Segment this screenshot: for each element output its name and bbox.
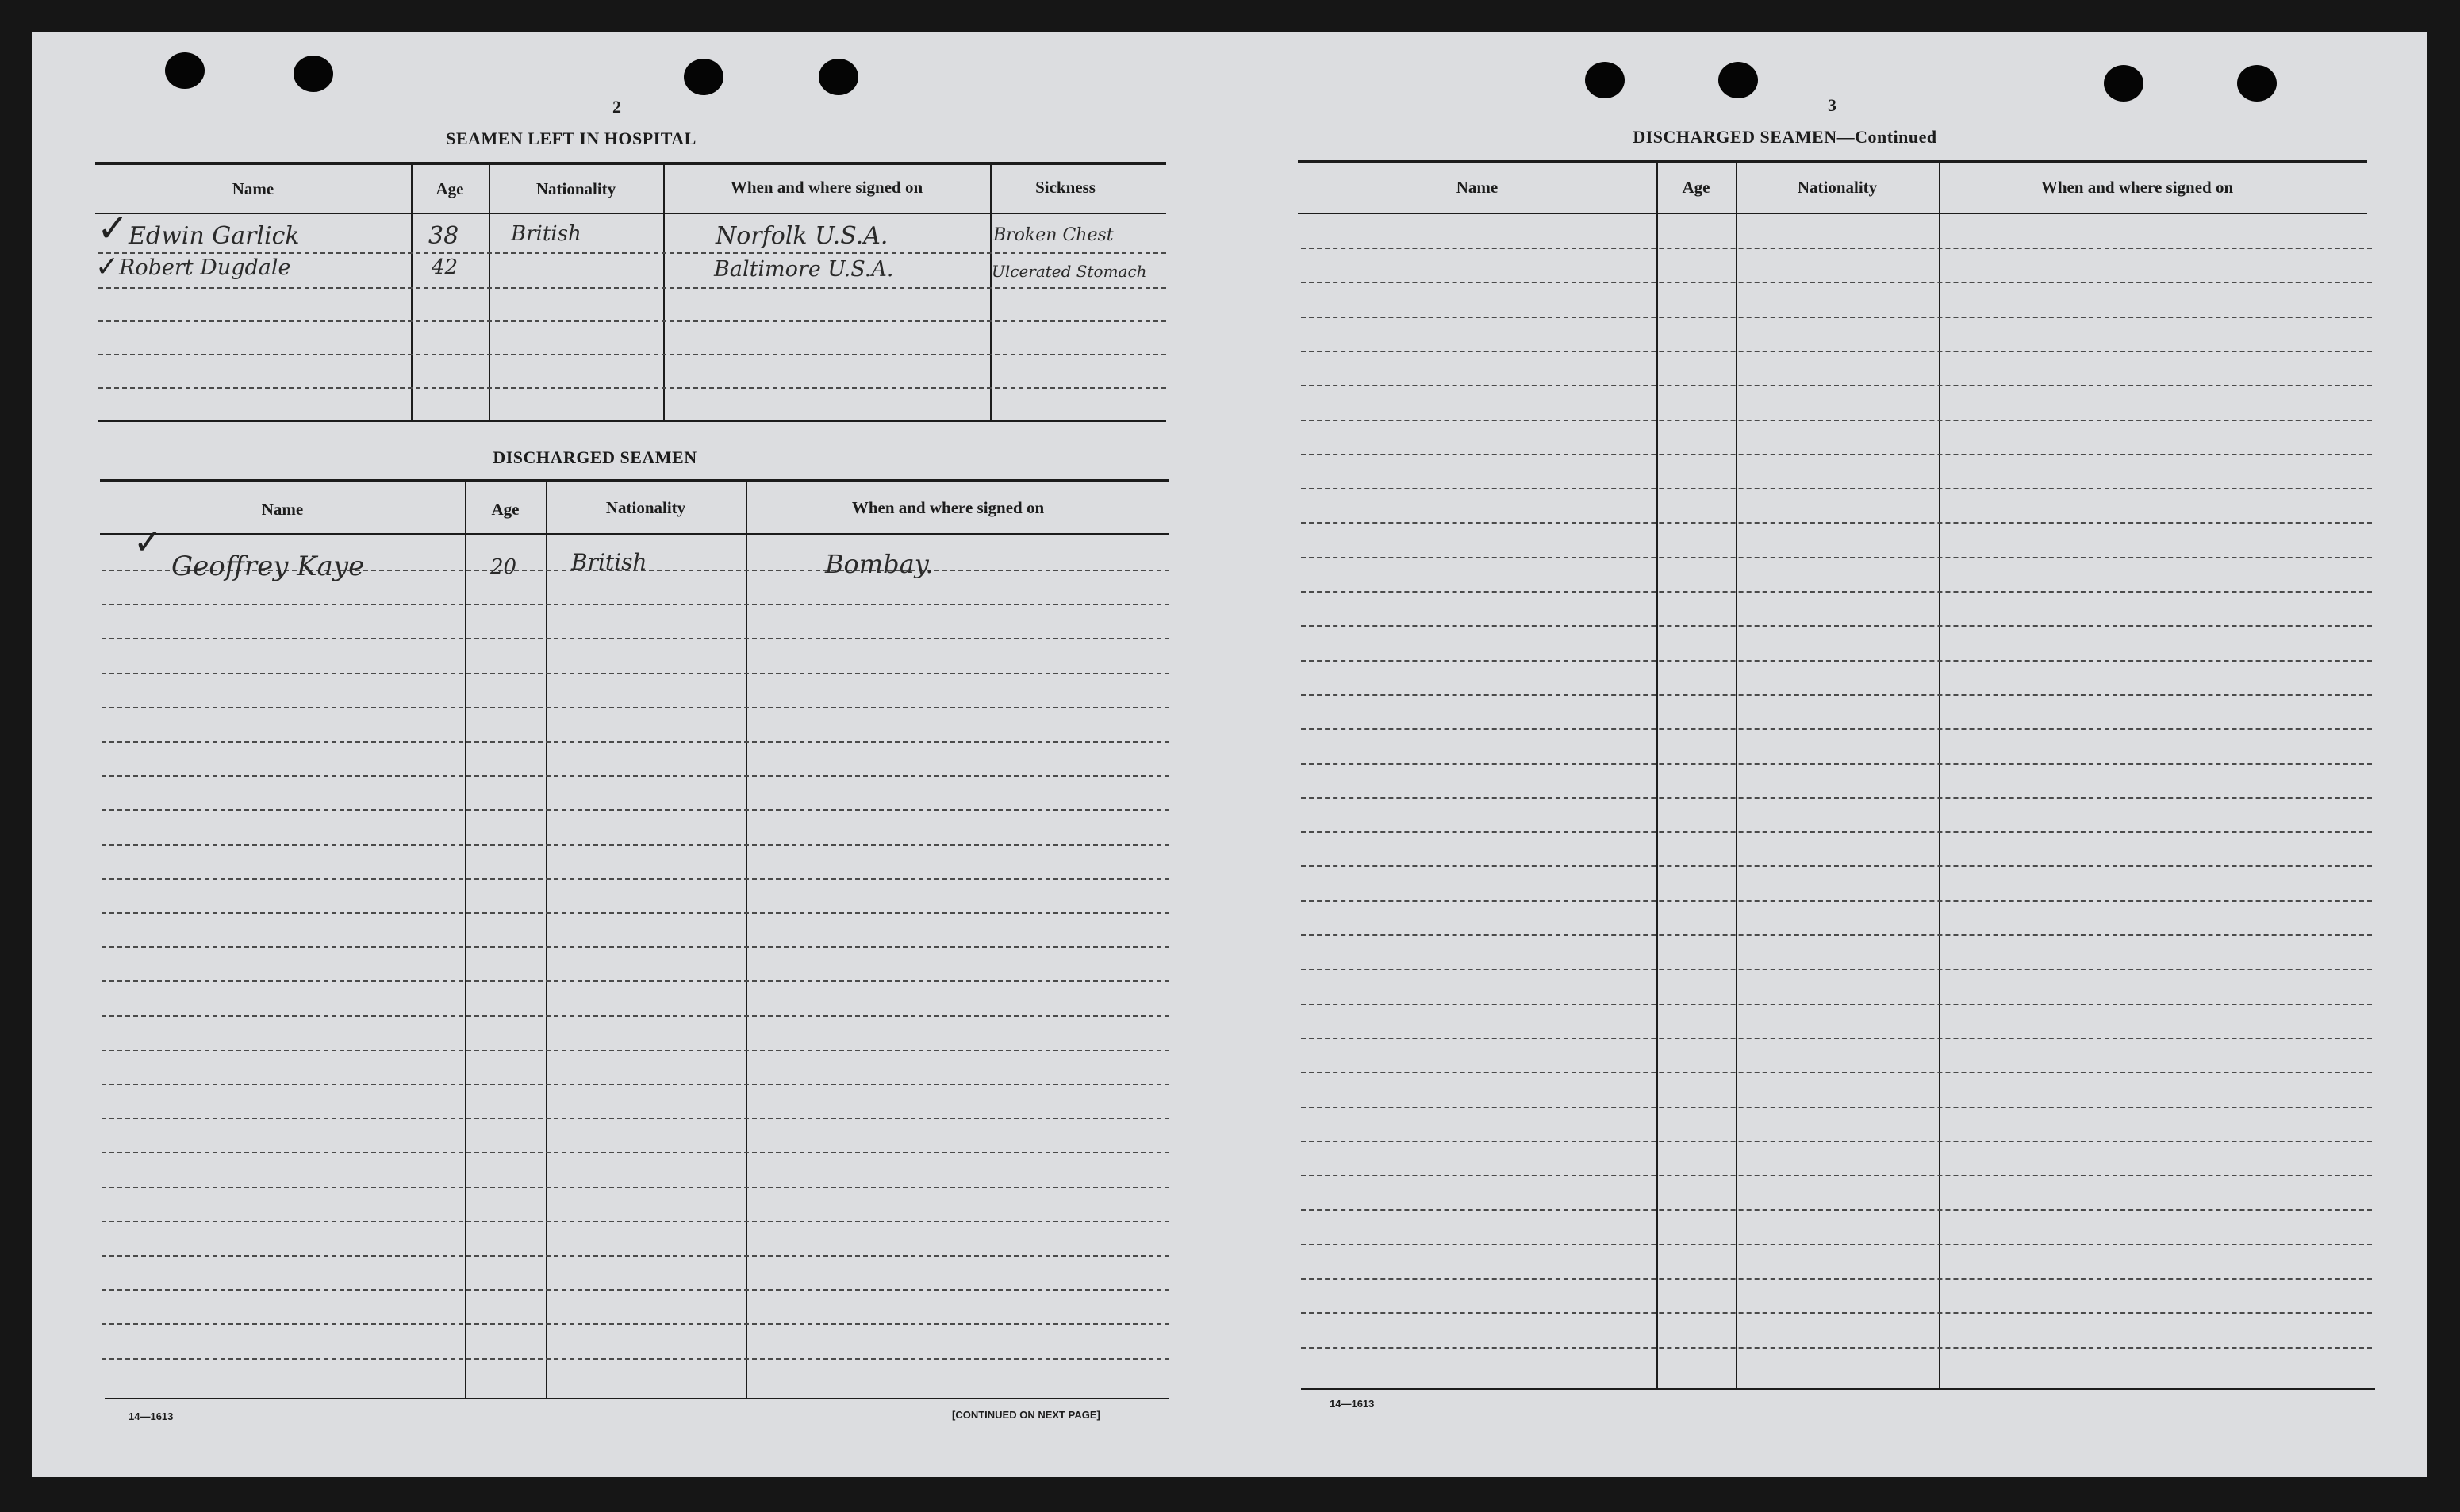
- row-rule: [102, 912, 1169, 914]
- row-rule: [1301, 831, 2372, 833]
- punch-hole: [1585, 62, 1625, 98]
- row-rule: [1301, 557, 2372, 558]
- col-divider: [990, 163, 992, 422]
- row-rule: [1301, 248, 2372, 249]
- punch-hole: [294, 56, 333, 92]
- row-rule: [102, 1084, 1169, 1085]
- row-rule: [102, 1015, 1169, 1017]
- punch-hole: [2104, 65, 2143, 102]
- page-number-left: 2: [612, 97, 621, 117]
- row-rule: [1301, 420, 2372, 421]
- discharged-header-signed-on: When and where signed on: [851, 498, 1045, 517]
- row-rule: [102, 878, 1169, 880]
- row-rule: [102, 1187, 1169, 1188]
- discharged-table-bottom-rule: [105, 1398, 1169, 1399]
- row-rule: [1301, 865, 2372, 867]
- row-rule: [98, 287, 1166, 289]
- col-divider: [546, 481, 547, 1398]
- hospital-section-title: SEAMEN LEFT IN HOSPITAL: [446, 129, 697, 148]
- row-rule: [102, 946, 1169, 948]
- check-mark: ✓: [97, 206, 129, 251]
- discharged-row-1-name: Geoffrey Kaye: [171, 551, 365, 582]
- right-table-bottom-rule: [1301, 1388, 2375, 1390]
- right-header-signed-on: When and where signed on: [2040, 178, 2234, 197]
- row-rule: [1301, 282, 2372, 283]
- row-rule: [102, 1050, 1169, 1051]
- row-rule: [1301, 934, 2372, 936]
- hospital-row-2-name: Robert Dugdale: [119, 255, 291, 280]
- row-rule: [1301, 317, 2372, 318]
- row-rule: [98, 387, 1166, 389]
- right-title-continued: —Continued: [1836, 127, 1937, 147]
- row-rule: [1301, 900, 2372, 902]
- row-rule: [1301, 1107, 2372, 1108]
- row-rule: [1301, 797, 2372, 799]
- col-divider: [1939, 162, 1940, 1388]
- right-title-main: DISCHARGED SEAMEN: [1633, 127, 1837, 147]
- hospital-row-1-sickness: Broken Chest: [993, 225, 1114, 245]
- row-rule: [102, 1358, 1169, 1360]
- form-number-right: 14—1613: [1330, 1398, 1375, 1410]
- hospital-table-top-rule: [95, 162, 1166, 165]
- discharged-header-rule: [100, 533, 1169, 535]
- punch-hole: [819, 59, 858, 95]
- punch-hole: [2237, 65, 2277, 102]
- discharged-row-1-signed-on: Bombay.: [825, 549, 934, 579]
- row-rule: [102, 1323, 1169, 1325]
- hospital-row-1-name: Edwin Garlick: [129, 222, 300, 250]
- row-rule: [102, 604, 1169, 605]
- row-rule: [1301, 1038, 2372, 1039]
- hospital-row-2-age: 42: [432, 255, 459, 279]
- hospital-row-2-sickness: Ulcerated Stomach: [992, 262, 1147, 281]
- right-section-title: [1602, 127, 1967, 148]
- hospital-header-nationality: Nationality: [535, 179, 616, 198]
- row-rule: [1301, 1004, 2372, 1005]
- row-rule: [1301, 1312, 2372, 1314]
- row-rule: [1301, 660, 2372, 662]
- punch-hole: [684, 59, 723, 95]
- hospital-header-signed-on: When and where signed on: [730, 178, 923, 197]
- row-rule: [1301, 728, 2372, 730]
- hospital-header-age: Age: [436, 179, 464, 198]
- row-rule: [1301, 1209, 2372, 1211]
- row-rule: [102, 775, 1169, 777]
- check-mark: ✓: [133, 522, 163, 562]
- hospital-table-bottom-rule: [98, 420, 1166, 422]
- row-rule: [1301, 763, 2372, 765]
- discharged-table-top-rule: [100, 479, 1169, 482]
- col-divider: [411, 163, 413, 422]
- discharged-header-age: Age: [491, 500, 520, 519]
- row-rule: [1301, 1278, 2372, 1280]
- row-rule: [1301, 694, 2372, 696]
- col-divider: [489, 163, 490, 422]
- row-rule: [1301, 454, 2372, 455]
- col-divider: [1656, 162, 1658, 1388]
- row-rule: [102, 980, 1169, 982]
- row-rule: [102, 741, 1169, 743]
- row-rule: [102, 1255, 1169, 1257]
- row-rule: [1301, 969, 2372, 970]
- right-header-rule: [1298, 213, 2367, 214]
- continued-footnote: [CONTINUED ON NEXT PAGE]: [952, 1409, 1100, 1421]
- discharged-header-name: Name: [261, 500, 304, 519]
- row-rule: [102, 638, 1169, 639]
- row-rule: [102, 809, 1169, 811]
- right-header-nationality: Nationality: [1797, 178, 1878, 197]
- row-rule: [102, 844, 1169, 846]
- right-header-age: Age: [1682, 178, 1710, 197]
- hospital-header-name: Name: [232, 179, 274, 198]
- discharged-section-title: DISCHARGED SEAMEN: [493, 447, 697, 467]
- row-rule: [1301, 1175, 2372, 1176]
- page-number-right: 3: [1828, 95, 1836, 115]
- row-rule: [102, 1289, 1169, 1291]
- row-rule: [98, 320, 1166, 322]
- hospital-row-1-age: 38: [428, 222, 459, 250]
- col-divider: [746, 481, 747, 1398]
- col-divider: [1736, 162, 1737, 1388]
- punch-hole: [165, 52, 205, 89]
- right-table-top-rule: [1298, 160, 2367, 163]
- row-rule: [102, 1221, 1169, 1222]
- row-rule: [1301, 1072, 2372, 1073]
- right-header-name: Name: [1456, 178, 1499, 197]
- check-mark: ✓: [95, 251, 120, 283]
- row-rule: [1301, 522, 2372, 524]
- discharged-row-1-nationality: British: [571, 549, 647, 575]
- hospital-row-2-signed-on: Baltimore U.S.A.: [714, 257, 894, 282]
- row-rule: [102, 707, 1169, 708]
- document-sheet: [32, 32, 2427, 1477]
- row-rule: [1301, 385, 2372, 386]
- row-rule: [1301, 1347, 2372, 1349]
- col-divider: [465, 481, 466, 1398]
- col-divider: [663, 163, 665, 422]
- row-rule: [102, 1118, 1169, 1119]
- hospital-header-rule: [95, 213, 1166, 214]
- row-rule: [98, 354, 1166, 355]
- row-rule: [1301, 625, 2372, 627]
- row-rule: [1301, 488, 2372, 489]
- row-rule: [102, 673, 1169, 674]
- discharged-row-1-age: 20: [490, 555, 517, 579]
- punch-hole: [1718, 62, 1758, 98]
- hospital-row-1-nationality: British: [511, 222, 581, 246]
- row-rule: [1301, 351, 2372, 352]
- discharged-header-nationality: Nationality: [605, 498, 686, 517]
- form-number-left: 14—1613: [129, 1410, 174, 1422]
- hospital-row-1-signed-on: Norfolk U.S.A.: [716, 222, 888, 250]
- hospital-header-sickness: Sickness: [1035, 178, 1096, 197]
- row-rule: [102, 1152, 1169, 1153]
- row-rule: [1301, 1141, 2372, 1142]
- row-rule: [98, 252, 1166, 254]
- row-rule: [1301, 1244, 2372, 1245]
- row-rule: [1301, 591, 2372, 593]
